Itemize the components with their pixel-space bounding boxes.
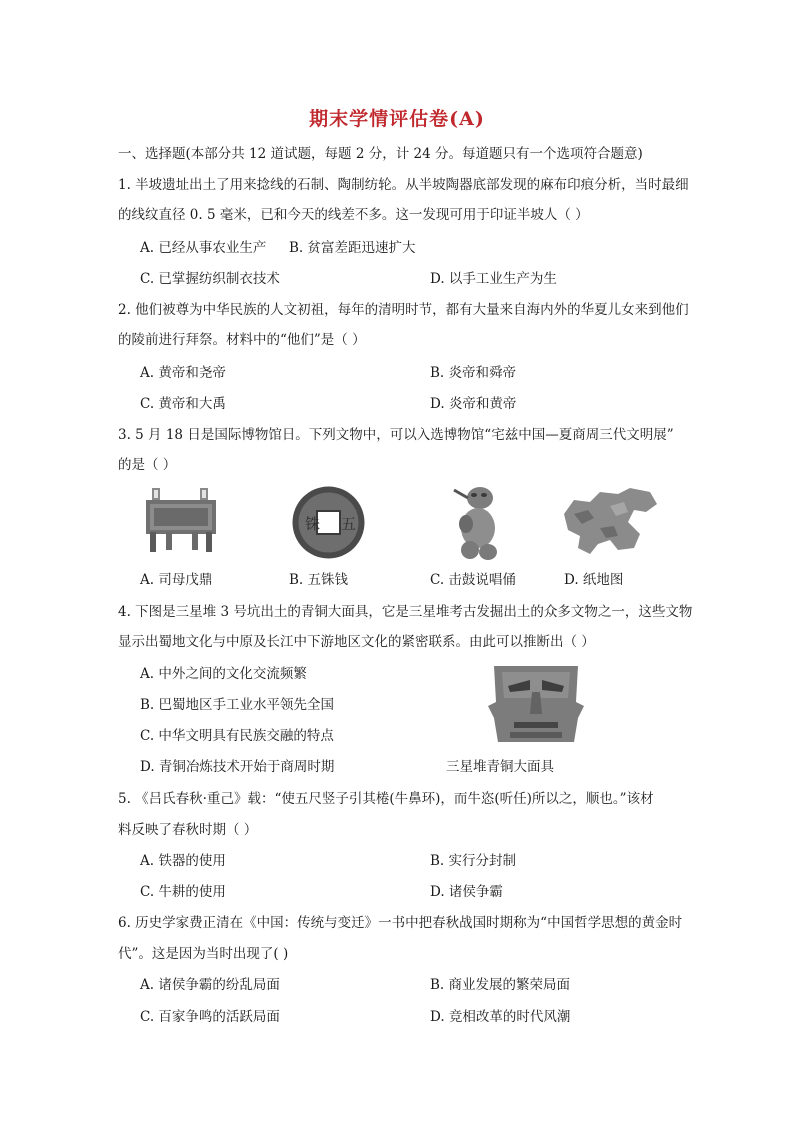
q3-option-c[interactable]: C. 击鼓说唱俑 <box>430 572 516 588</box>
q4-option-d[interactable]: D. 青铜冶炼技术开始于商周时期 <box>140 759 335 775</box>
q5-option-d[interactable]: D. 诸侯争霸 <box>430 884 503 900</box>
q2-option-a[interactable]: A. 黄帝和尧帝 <box>140 365 226 381</box>
q3-option-a[interactable]: A. 司母戊鼎 <box>140 572 213 588</box>
q2-option-c[interactable]: C. 黄帝和大禹 <box>140 396 226 412</box>
exam-title: 期末学情评估卷(A) <box>309 108 485 130</box>
q1-option-b[interactable]: B. 贫富差距迅速扩大 <box>289 240 416 256</box>
q6-option-a[interactable]: A. 诸侯争霸的纷乱局面 <box>140 977 280 993</box>
paper-map-image <box>560 484 660 556</box>
q2-stem-line2: 的陵前进行拜祭。材料中的“他们”是（ ） <box>118 332 366 348</box>
q3-stem-line1: 3. 5 月 18 日是国际博物馆日。下列文物中，可以入选博物馆“宅兹中国—夏商周三代文明展” <box>118 427 674 443</box>
q6-option-c[interactable]: C. 百家争鸣的活跃局面 <box>140 1009 280 1025</box>
coin-right-char: 五 <box>341 515 357 533</box>
q5-option-c[interactable]: C. 牛耕的使用 <box>140 884 226 900</box>
q3-stem-line2: 的是（ ） <box>118 457 177 473</box>
q6-option-d[interactable]: D. 竞相改革的时代风潮 <box>430 1009 571 1025</box>
bronze-mask-caption: 三星堆青铜大面具 <box>446 759 554 775</box>
q1-option-d[interactable]: D. 以手工业生产为生 <box>430 271 557 287</box>
bronze-mask-image <box>486 662 586 746</box>
q4-option-c[interactable]: C. 中华文明具有民族交融的特点 <box>140 728 334 744</box>
q1-stem-line2: 的线纹直径 0. 5 毫米，已和今天的线差不多。这一发现可用于印证半坡人（ ） <box>118 207 589 223</box>
q5-stem-line1: 5. 《吕氏春秋·重己》载：“使五尺竖子引其棬(牛鼻环)，而牛恣(听任)所以之，顺也。”该材 <box>118 791 654 807</box>
section-heading: 一、选择题(本部分共 12 道试题，每题 2 分，计 24 分。每道题只有一个选项符合题意) <box>118 146 643 162</box>
q2-option-d[interactable]: D. 炎帝和黄帝 <box>430 396 517 412</box>
q5-option-a[interactable]: A. 铁器的使用 <box>140 853 226 869</box>
q4-option-b[interactable]: B. 巴蜀地区手工业水平领先全国 <box>140 697 335 713</box>
q6-stem-line1: 6. 历史学家费正清在《中国：传统与变迁》一书中把春秋战国时期称为“中国哲学思想的黄金时 <box>118 915 683 931</box>
q1-option-c[interactable]: C. 已掌握纺织制衣技术 <box>140 271 280 287</box>
q3-option-b[interactable]: B. 五铢钱 <box>289 572 349 588</box>
simuwu-ding-image <box>140 486 224 556</box>
q6-option-b[interactable]: B. 商业发展的繁荣局面 <box>430 977 571 993</box>
q3-option-d[interactable]: D. 纸地图 <box>564 572 624 588</box>
q1-stem-line1: 1. 半坡遗址出土了用来捻线的石制、陶制纺轮。从半坡陶器底部发现的麻布印痕分析，当时最细 <box>118 177 689 193</box>
q6-stem-line2: 代”。这是因为当时出现了( ) <box>118 946 289 962</box>
drummer-figurine-image <box>450 484 505 564</box>
q1-option-a[interactable]: A. 已经从事农业生产 <box>140 240 267 256</box>
q5-option-b[interactable]: B. 实行分封制 <box>430 853 517 869</box>
q4-option-a[interactable]: A. 中外之间的文化交流频繁 <box>140 666 307 682</box>
q4-stem-line2: 显示出蜀地文化与中原及长江中下游地区文化的紧密联系。由此可以推断出（ ） <box>118 634 595 650</box>
wuzhu-coin-image <box>291 485 366 560</box>
q4-stem-line1: 4. 下图是三星堆 3 号坑出土的青铜大面具，它是三星堆考古发掘出土的众多文物之一，这些文物 <box>118 604 693 620</box>
q5-stem-line2: 料反映了春秋时期（ ） <box>118 822 258 838</box>
q2-stem-line1: 2. 他们被尊为中华民族的人文初祖，每年的清明时节，都有大量来自海内外的华夏儿女来到他们 <box>118 302 689 318</box>
q2-option-b[interactable]: B. 炎帝和舜帝 <box>430 365 517 381</box>
coin-left-char: 铢 <box>305 515 321 533</box>
